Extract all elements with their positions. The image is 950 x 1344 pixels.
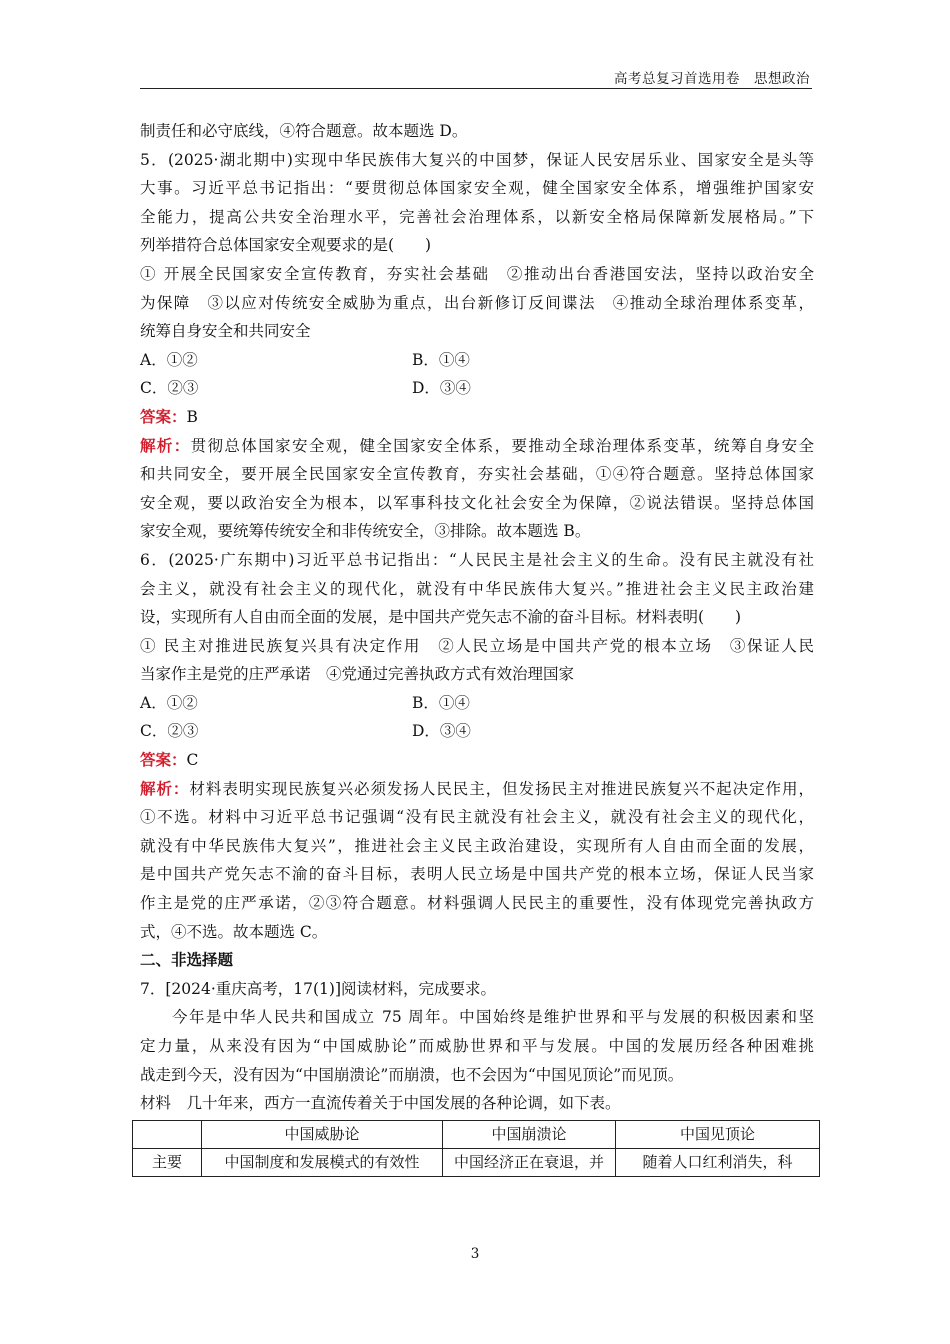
- answer-label: 答案：: [140, 750, 187, 770]
- page-number: 3: [470, 1246, 480, 1262]
- explanation-line: [140, 432, 814, 461]
- material-intro: 材料 几十年来，西方一直流传着关于中国发展的各种论调，如下表。: [140, 1094, 621, 1113]
- page-content: [140, 117, 814, 1177]
- material-paragraph: 战走到今天，没有因为“中国崩溃论”而崩溃，也不会因为“中国见顶论”而见顶。: [140, 1065, 684, 1084]
- answer-line: [140, 746, 814, 775]
- answer-value: C: [186, 751, 199, 770]
- option-c: C．②③: [140, 722, 199, 741]
- statement-line: 当家作主是党的庄严承诺 ④党通过完善执政方式有效治理国家: [140, 665, 575, 684]
- table-cell: 主要: [133, 1148, 202, 1176]
- answer-line: [140, 403, 814, 432]
- explanation-line: [140, 775, 814, 804]
- option-d: D．③④: [412, 379, 471, 398]
- explanation-text: 贯彻总体国家安全观，健全国家安全体系，要推动全球治理体系变革，统筹自身安全: [190, 436, 814, 455]
- question-7-stem: 7．[2024·重庆高考，17(1)]阅读材料，完成要求。: [140, 979, 497, 998]
- explanation-line: 安全观，要以政治安全为根本，以军事科技文化社会安全为保障，②说法错误。坚持总体国: [140, 493, 814, 512]
- options-row: [140, 374, 814, 403]
- material-table: [132, 1120, 820, 1177]
- table-header-row: [133, 1120, 820, 1148]
- explanation-line: 就没有中华民族伟大复兴”，推进社会主义民主政治建设，实现所有人自由而全面的发展，: [140, 836, 814, 855]
- statement-line: ① 开展全民国家安全宣传教育，夯实社会基础 ②推动出台香港国安法，坚持以政治安全: [140, 264, 814, 283]
- text-line: 设，实现所有人自由而全面的发展，是中国共产党矢志不渝的奋斗目标。材料表明( ): [140, 608, 742, 627]
- options-row: [140, 689, 814, 718]
- material-paragraph: 今年是中华人民共和国成立 75 周年。中国始终是维护世界和平与发展的积极因素和坚: [172, 1008, 814, 1027]
- explanation-label: 解析：: [140, 435, 191, 455]
- table-header-cell: 中国威胁论: [202, 1120, 443, 1148]
- answer-value: B: [186, 407, 198, 426]
- table-cell: 中国经济正在衰退，并: [443, 1148, 616, 1176]
- question-6-stem: 6．(2025·广东期中)习近平总书记指出：“人民民主是社会主义的生命。没有民主就没有社: [140, 550, 814, 569]
- explanation-line: 和共同安全，要开展全民国家安全宣传教育，夯实社会基础，①④符合题意。坚持总体国家: [140, 465, 814, 484]
- option-c: C．②③: [140, 379, 199, 398]
- table-cell: 中国制度和发展模式的有效性: [202, 1148, 443, 1176]
- material-paragraph: 定力量，从来没有因为“中国威胁论”而威胁世界和平与发展。中国的发展历经各种困难挑: [140, 1037, 814, 1055]
- explanation-label: 解析：: [140, 778, 190, 798]
- explanation-line: 是中国共产党矢志不渝的奋斗目标，表明人民立场是中国共产党的根本立场，保证人民当家: [140, 865, 814, 884]
- option-a: A．①②: [140, 693, 198, 712]
- table-header-cell: 中国崩溃论: [443, 1120, 616, 1148]
- section-heading: 二、非选择题: [140, 950, 234, 970]
- table-row: [133, 1148, 820, 1176]
- explanation-line: 家安全观，要统筹传统安全和非传统安全，③排除。故本题选 B。: [140, 522, 591, 541]
- table-header-cell: 中国见顶论: [616, 1120, 820, 1148]
- text-line: 会主义，就没有社会主义的现代化，就没有中华民族伟大复兴。”推进社会主义民主政治建: [140, 579, 814, 598]
- text-line: 大事。习近平总书记指出：“要贯彻总体国家安全观，健全国家安全体系，增强维护国家安: [140, 179, 814, 198]
- header-title: 高考总复习首选用卷 思想政治: [614, 71, 810, 87]
- option-b: B．①④: [412, 350, 470, 369]
- answer-label: 答案：: [140, 406, 187, 426]
- text-line: 列举措符合总体国家安全观要求的是( ): [140, 236, 432, 255]
- text-line: 全能力，提高公共安全治理水平，完善社会治理体系，以新安全格局保障新发展格局。”下: [140, 207, 814, 226]
- option-d: D．③④: [412, 722, 471, 741]
- option-a: A．①②: [140, 350, 198, 369]
- text-line: 制责任和必守底线，④符合题意。故本题选 D。: [140, 122, 468, 140]
- statement-line: 统筹自身安全和共同安全: [140, 322, 311, 341]
- table-cell: 随着人口红利消失，科: [616, 1148, 820, 1176]
- explanation-text: 材料表明实现民族复兴必须发扬人民民主，但发扬民主对推进民族复兴不起决定作用，: [189, 779, 814, 798]
- options-row: [140, 717, 814, 746]
- explanation-line: 作主是党的庄严承诺，②③符合题意。材料强调人民民主的重要性，没有体现党完善执政方: [140, 894, 814, 913]
- options-row: [140, 346, 814, 375]
- statement-line: ① 民主对推进民族复兴具有决定作用 ②人民立场是中国共产党的根本立场 ③保证人民: [140, 636, 814, 655]
- explanation-line: 式，④不选。故本题选 C。: [140, 922, 328, 941]
- table-header-cell: [133, 1120, 202, 1148]
- question-5-stem: 5．(2025·湖北期中)实现中华民族伟大复兴的中国梦，保证人民安居乐业、国家安全是头等: [140, 150, 814, 169]
- page-header: [140, 64, 812, 89]
- explanation-line: ①不选。材料中习近平总书记强调“没有民主就没有社会主义，就没有社会主义的现代化，: [140, 808, 814, 827]
- option-b: B．①④: [412, 693, 470, 712]
- statement-line: 为保障 ③以应对传统安全威胁为重点，出台新修订反间谍法 ④推动全球治理体系变革，: [140, 293, 814, 312]
